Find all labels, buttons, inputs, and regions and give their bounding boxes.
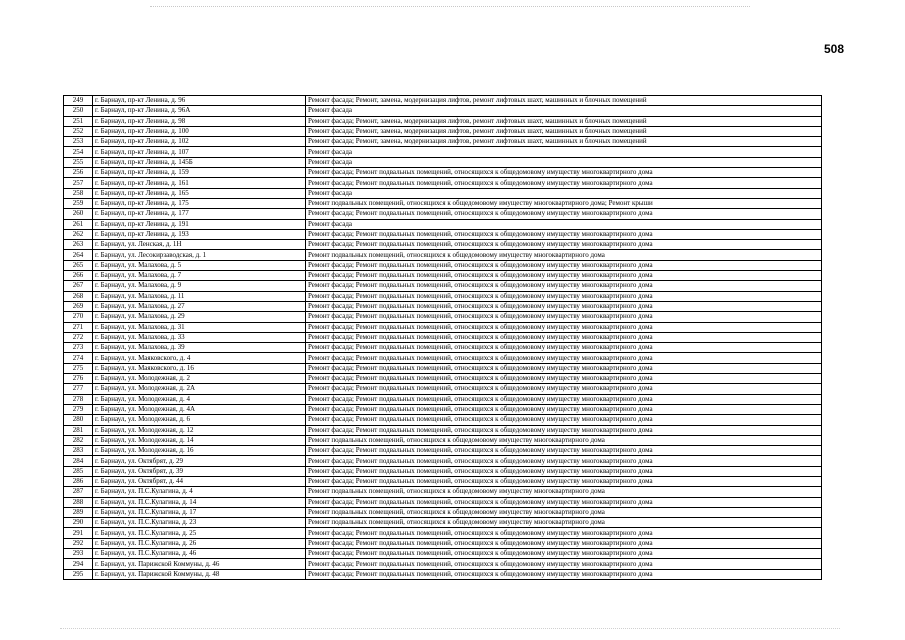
row-number: 281 — [64, 425, 93, 435]
works-table — [63, 95, 822, 580]
row-address: г. Барнаул, пр-кт Ленина, д. 175 — [93, 198, 306, 208]
row-works: Ремонт подвальных помещений, относящихся к общедомовому имуществу многоквартирного дома — [306, 487, 822, 497]
row-works: Ремонт фасада; Ремонт подвальных помещений, относящихся к общедомовому имуществу многоквартирного дома — [306, 569, 822, 579]
row-works: Ремонт фасада; Ремонт, замена, модернизация лифтов, ремонт лифтовых шахт, машинных и блочных помещений — [306, 126, 822, 136]
row-works: Ремонт фасада; Ремонт подвальных помещений, относящихся к общедомовому имуществу многоквартирного дома — [306, 301, 822, 311]
row-number: 252 — [64, 126, 93, 136]
table-row — [64, 518, 822, 528]
row-address: г. Барнаул, пр-кт Ленина, д. 191 — [93, 219, 306, 229]
row-number: 282 — [64, 435, 93, 445]
row-works: Ремонт фасада; Ремонт подвальных помещений, относящихся к общедомовому имуществу многоквартирного дома — [306, 425, 822, 435]
row-address: г. Барнаул, пр-кт Ленина, д. 177 — [93, 209, 306, 219]
table-row — [64, 291, 822, 301]
scan-edge-bottom — [60, 628, 840, 629]
row-number: 255 — [64, 157, 93, 167]
row-number: 287 — [64, 487, 93, 497]
row-address: г. Барнаул, пр-кт Ленина, д. 96 — [93, 96, 306, 106]
row-address: г. Барнаул, ул. Малахова, д. 7 — [93, 271, 306, 281]
row-address: г. Барнаул, ул. Молодежная, д. 16 — [93, 446, 306, 456]
row-works: Ремонт подвальных помещений, относящихся к общедомовому имуществу многоквартирного дома — [306, 250, 822, 260]
row-address: г. Барнаул, ул. Малахова, д. 5 — [93, 260, 306, 270]
table-row — [64, 188, 822, 198]
row-address: г. Барнаул, ул. П.С.Кулагина, д. 23 — [93, 518, 306, 528]
row-number: 284 — [64, 456, 93, 466]
row-address: г. Барнаул, ул. П.С.Кулагина, д. 46 — [93, 549, 306, 559]
table-row — [64, 528, 822, 538]
scan-edge-top — [150, 6, 750, 7]
row-number: 267 — [64, 281, 93, 291]
row-address: г. Барнаул, пр-кт Ленина, д. 145Б — [93, 157, 306, 167]
row-works: Ремонт фасада; Ремонт подвальных помещений, относящихся к общедомовому имуществу многоквартирного дома — [306, 538, 822, 548]
table-row — [64, 157, 822, 167]
row-works: Ремонт фасада — [306, 219, 822, 229]
table-row — [64, 497, 822, 507]
table-row — [64, 466, 822, 476]
row-works: Ремонт фасада; Ремонт подвальных помещений, относящихся к общедомовому имуществу многоквартирного дома — [306, 322, 822, 332]
table-row — [64, 250, 822, 260]
row-address: г. Барнаул, ул. Молодежная, д. 12 — [93, 425, 306, 435]
page-number: 508 — [824, 42, 845, 56]
row-number: 265 — [64, 260, 93, 270]
row-works: Ремонт фасада; Ремонт, замена, модернизация лифтов, ремонт лифтовых шахт, машинных и блочных помещений — [306, 116, 822, 126]
row-address: г. Барнаул, ул. Молодежная, д. 2А — [93, 384, 306, 394]
table-row — [64, 384, 822, 394]
row-works: Ремонт фасада; Ремонт подвальных помещений, относящихся к общедомовому имуществу многоквартирного дома — [306, 559, 822, 569]
row-works: Ремонт фасада — [306, 188, 822, 198]
row-address: г. Барнаул, ул. Октябрят, д. 39 — [93, 466, 306, 476]
row-number: 279 — [64, 404, 93, 414]
row-works: Ремонт фасада; Ремонт, замена, модернизация лифтов, ремонт лифтовых шахт, машинных и блочных помещений — [306, 137, 822, 147]
row-number: 258 — [64, 188, 93, 198]
row-address: г. Барнаул, ул. Ленская, д. 1Н — [93, 240, 306, 250]
row-works: Ремонт фасада; Ремонт подвальных помещений, относящихся к общедомовому имуществу многоквартирного дома — [306, 466, 822, 476]
row-works: Ремонт фасада; Ремонт подвальных помещений, относящихся к общедомовому имуществу многоквартирного дома — [306, 312, 822, 322]
row-address: г. Барнаул, пр-кт Ленина, д. 100 — [93, 126, 306, 136]
row-works: Ремонт фасада; Ремонт подвальных помещений, относящихся к общедомовому имуществу многоквартирного дома — [306, 384, 822, 394]
row-number: 266 — [64, 271, 93, 281]
table-row — [64, 209, 822, 219]
row-works: Ремонт фасада; Ремонт подвальных помещений, относящихся к общедомовому имуществу многоквартирного дома — [306, 394, 822, 404]
table-row — [64, 353, 822, 363]
row-address: г. Барнаул, ул. Парижской Коммуны, д. 48 — [93, 569, 306, 579]
row-works: Ремонт фасада; Ремонт, замена, модернизация лифтов, ремонт лифтовых шахт, машинных и блочных помещений — [306, 96, 822, 106]
row-address: г. Барнаул, пр-кт Ленина, д. 107 — [93, 147, 306, 157]
row-number: 293 — [64, 549, 93, 559]
row-works: Ремонт фасада; Ремонт подвальных помещений, относящихся к общедомовому имуществу многоквартирного дома — [306, 353, 822, 363]
row-address: г. Барнаул, пр-кт Ленина, д. 98 — [93, 116, 306, 126]
row-works: Ремонт подвальных помещений, относящихся к общедомовому имуществу многоквартирного дома; Ремонт крыши — [306, 198, 822, 208]
row-address: г. Барнаул, пр-кт Ленина, д. 96А — [93, 106, 306, 116]
row-number: 275 — [64, 363, 93, 373]
row-number: 280 — [64, 415, 93, 425]
row-number: 271 — [64, 322, 93, 332]
table-row — [64, 312, 822, 322]
table-row — [64, 456, 822, 466]
row-works: Ремонт фасада; Ремонт подвальных помещений, относящихся к общедомовому имуществу многоквартирного дома — [306, 168, 822, 178]
row-number: 249 — [64, 96, 93, 106]
row-number: 268 — [64, 291, 93, 301]
table-row — [64, 435, 822, 445]
row-address: г. Барнаул, ул. П.С.Кулагина, д. 14 — [93, 497, 306, 507]
table-row — [64, 394, 822, 404]
row-number: 283 — [64, 446, 93, 456]
table-row — [64, 425, 822, 435]
row-number: 291 — [64, 528, 93, 538]
row-address: г. Барнаул, ул. Малахова, д. 39 — [93, 343, 306, 353]
table-row — [64, 363, 822, 373]
table-row — [64, 126, 822, 136]
table-row — [64, 168, 822, 178]
table-row — [64, 219, 822, 229]
row-number: 254 — [64, 147, 93, 157]
table-row — [64, 507, 822, 517]
row-works: Ремонт фасада; Ремонт подвальных помещений, относящихся к общедомовому имуществу многоквартирного дома — [306, 476, 822, 486]
row-number: 289 — [64, 507, 93, 517]
row-address: г. Барнаул, ул. Лесокирзаводская, д. 1 — [93, 250, 306, 260]
table-row — [64, 116, 822, 126]
table-row — [64, 198, 822, 208]
table-body — [64, 96, 822, 580]
table-row — [64, 96, 822, 106]
row-number: 290 — [64, 518, 93, 528]
row-number: 273 — [64, 343, 93, 353]
table-row — [64, 549, 822, 559]
table-row — [64, 301, 822, 311]
row-address: г. Барнаул, ул. Маяковского, д. 4 — [93, 353, 306, 363]
row-address: г. Барнаул, пр-кт Ленина, д. 165 — [93, 188, 306, 198]
row-works: Ремонт фасада; Ремонт подвальных помещений, относящихся к общедомовому имуществу многоквартирного дома — [306, 271, 822, 281]
row-number: 285 — [64, 466, 93, 476]
row-address: г. Барнаул, ул. Маяковского, д. 16 — [93, 363, 306, 373]
row-works: Ремонт фасада; Ремонт подвальных помещений, относящихся к общедомовому имуществу многоквартирного дома — [306, 528, 822, 538]
row-address: г. Барнаул, ул. Октябрят, д. 44 — [93, 476, 306, 486]
table-row — [64, 322, 822, 332]
row-number: 278 — [64, 394, 93, 404]
row-works: Ремонт подвальных помещений, относящихся к общедомовому имуществу многоквартирного дома — [306, 507, 822, 517]
row-address: г. Барнаул, ул. Молодежная, д. 6 — [93, 415, 306, 425]
row-address: г. Барнаул, ул. Малахова, д. 31 — [93, 322, 306, 332]
row-number: 276 — [64, 374, 93, 384]
row-number: 251 — [64, 116, 93, 126]
row-number: 269 — [64, 301, 93, 311]
table-row — [64, 147, 822, 157]
row-works: Ремонт фасада — [306, 106, 822, 116]
row-works: Ремонт фасада; Ремонт подвальных помещений, относящихся к общедомовому имуществу многоквартирного дома — [306, 363, 822, 373]
row-works: Ремонт фасада; Ремонт подвальных помещений, относящихся к общедомовому имуществу многоквартирного дома — [306, 374, 822, 384]
row-works: Ремонт фасада; Ремонт подвальных помещений, относящихся к общедомовому имуществу многоквартирного дома — [306, 404, 822, 414]
row-number: 295 — [64, 569, 93, 579]
row-number: 257 — [64, 178, 93, 188]
table-row — [64, 281, 822, 291]
table-row — [64, 343, 822, 353]
row-address: г. Барнаул, ул. Октябрят, д. 29 — [93, 456, 306, 466]
table-row — [64, 229, 822, 239]
row-number: 259 — [64, 198, 93, 208]
row-number: 264 — [64, 250, 93, 260]
row-address: г. Барнаул, ул. П.С.Кулагина, д. 26 — [93, 538, 306, 548]
row-number: 277 — [64, 384, 93, 394]
table-row — [64, 260, 822, 270]
row-number: 292 — [64, 538, 93, 548]
row-works: Ремонт фасада; Ремонт подвальных помещений, относящихся к общедомовому имуществу многоквартирного дома — [306, 343, 822, 353]
table-row — [64, 415, 822, 425]
table-row — [64, 271, 822, 281]
row-works: Ремонт фасада; Ремонт подвальных помещений, относящихся к общедомовому имуществу многоквартирного дома — [306, 549, 822, 559]
row-works: Ремонт фасада; Ремонт подвальных помещений, относящихся к общедомовому имуществу многоквартирного дома — [306, 291, 822, 301]
table-row — [64, 240, 822, 250]
row-works: Ремонт фасада; Ремонт подвальных помещений, относящихся к общедомовому имуществу многоквартирного дома — [306, 209, 822, 219]
row-address: г. Барнаул, пр-кт Ленина, д. 102 — [93, 137, 306, 147]
row-works: Ремонт подвальных помещений, относящихся к общедомовому имуществу многоквартирного дома — [306, 435, 822, 445]
row-works: Ремонт фасада; Ремонт подвальных помещений, относящихся к общедомовому имуществу многоквартирного дома — [306, 332, 822, 342]
table-row — [64, 446, 822, 456]
table-row — [64, 538, 822, 548]
row-works: Ремонт фасада; Ремонт подвальных помещений, относящихся к общедомовому имуществу многоквартирного дома — [306, 446, 822, 456]
row-works: Ремонт фасада; Ремонт подвальных помещений, относящихся к общедомовому имуществу многоквартирного дома — [306, 260, 822, 270]
row-number: 288 — [64, 497, 93, 507]
row-number: 294 — [64, 559, 93, 569]
row-number: 274 — [64, 353, 93, 363]
table-row — [64, 178, 822, 188]
row-address: г. Барнаул, ул. Молодежная, д. 4А — [93, 404, 306, 414]
row-number: 270 — [64, 312, 93, 322]
row-address: г. Барнаул, пр-кт Ленина, д. 161 — [93, 178, 306, 188]
row-address: г. Барнаул, пр-кт Ленина, д. 193 — [93, 229, 306, 239]
row-address: г. Барнаул, ул. Малахова, д. 9 — [93, 281, 306, 291]
row-works: Ремонт фасада; Ремонт подвальных помещений, относящихся к общедомовому имуществу многоквартирного дома — [306, 240, 822, 250]
table-row — [64, 404, 822, 414]
row-works: Ремонт фасада; Ремонт подвальных помещений, относящихся к общедомовому имуществу многоквартирного дома — [306, 281, 822, 291]
row-works: Ремонт фасада — [306, 157, 822, 167]
row-works: Ремонт фасада; Ремонт подвальных помещений, относящихся к общедомовому имуществу многоквартирного дома — [306, 229, 822, 239]
row-works: Ремонт фасада; Ремонт подвальных помещений, относящихся к общедомовому имуществу многоквартирного дома — [306, 456, 822, 466]
table-row — [64, 476, 822, 486]
row-address: г. Барнаул, ул. Парижской Коммуны, д. 46 — [93, 559, 306, 569]
row-works: Ремонт фасада; Ремонт подвальных помещений, относящихся к общедомовому имуществу многоквартирного дома — [306, 497, 822, 507]
table-row — [64, 106, 822, 116]
row-address: г. Барнаул, ул. Малахова, д. 33 — [93, 332, 306, 342]
row-number: 263 — [64, 240, 93, 250]
row-number: 253 — [64, 137, 93, 147]
row-address: г. Барнаул, ул. П.С.Кулагина, д. 25 — [93, 528, 306, 538]
row-address: г. Барнаул, ул. Малахова, д. 29 — [93, 312, 306, 322]
row-number: 286 — [64, 476, 93, 486]
table-row — [64, 332, 822, 342]
row-number: 272 — [64, 332, 93, 342]
row-address: г. Барнаул, ул. Малахова, д. 27 — [93, 301, 306, 311]
row-number: 250 — [64, 106, 93, 116]
row-number: 256 — [64, 168, 93, 178]
row-address: г. Барнаул, ул. Молодежная, д. 4 — [93, 394, 306, 404]
row-address: г. Барнаул, ул. Молодежная, д. 2 — [93, 374, 306, 384]
row-address: г. Барнаул, ул. П.С.Кулагина, д. 4 — [93, 487, 306, 497]
table-row — [64, 559, 822, 569]
row-address: г. Барнаул, ул. Малахова, д. 11 — [93, 291, 306, 301]
table-row — [64, 569, 822, 579]
row-address: г. Барнаул, ул. Молодежная, д. 14 — [93, 435, 306, 445]
row-address: г. Барнаул, пр-кт Ленина, д. 159 — [93, 168, 306, 178]
table-row — [64, 487, 822, 497]
row-works: Ремонт подвальных помещений, относящихся к общедомовому имуществу многоквартирного дома — [306, 518, 822, 528]
table-row — [64, 137, 822, 147]
table-row — [64, 374, 822, 384]
row-number: 261 — [64, 219, 93, 229]
row-works: Ремонт фасада; Ремонт подвальных помещений, относящихся к общедомовому имуществу многоквартирного дома — [306, 415, 822, 425]
row-works: Ремонт фасада; Ремонт подвальных помещений, относящихся к общедомовому имуществу многоквартирного дома — [306, 178, 822, 188]
row-address: г. Барнаул, ул. П.С.Кулагина, д. 17 — [93, 507, 306, 517]
row-number: 260 — [64, 209, 93, 219]
row-works: Ремонт фасада — [306, 147, 822, 157]
row-number: 262 — [64, 229, 93, 239]
